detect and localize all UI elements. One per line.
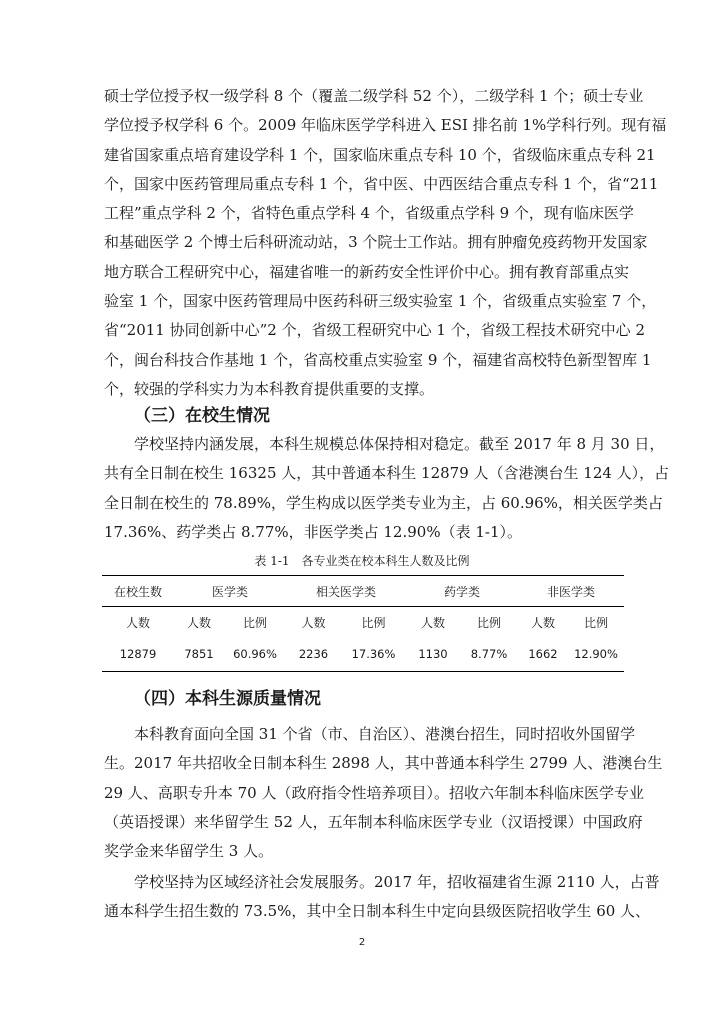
page-number: 2 [358, 937, 366, 948]
text-line: 地方联合工程研究中心，福建省唯一的新药安全性评价中心。拥有教育部重点实 [104, 262, 630, 281]
table-cell: 1662 [518, 637, 568, 672]
text-line: 本科教育面向全国 31 个省（市、自治区）、港澳台招生，同时招收外国留学 [104, 725, 636, 743]
text-line: 硕士学位授予权一级学科 8 个（覆盖二级学科 52 个），二级学科 1 个；硕士专业 [104, 87, 644, 105]
text-line: 共有全日制在校生 16325 人，其中普通本科生 12879 人（含港澳台生 124 人），占 [104, 464, 670, 483]
text-line: 省“2011 协同创新中心”2 个，省级工程研究中心 1 个，省级工程技术研究中心 2 [104, 321, 645, 340]
text-line: 个，较强的学科实力为本科教育提供重要的支撑。 [104, 379, 435, 398]
text-line: 通本科学生招生数的 73.5%，其中全日制本科生中定向县级医院招收学生 60 人、 [104, 902, 651, 921]
text-line: 29 人、高职专升本 70 人（政府指令性培养项目）。招收六年制本科临床医学专业 [104, 783, 644, 802]
table-cell: 12.90% [568, 637, 624, 672]
text-line: 建省国家重点培育建设学科 1 个，国家临床重点专科 10 个，省级临床重点专科 21 [104, 145, 656, 164]
table-cell: 1130 [406, 637, 460, 672]
text-line: 学校坚持内涵发展，本科生规模总体保持相对稳定。截至 2017 年 8 月 30 日， [104, 435, 665, 453]
table-subheader-cell: 人数 [530, 615, 555, 630]
text-line: 全日制在校生的 78.89%，学生构成以医学类专业为主，占 60.96%，相关医学类占 [104, 493, 663, 512]
table-cell: 17.36% [341, 637, 406, 672]
table-subheader-cell: 人数 [186, 615, 211, 630]
table-row [102, 637, 624, 672]
table-cell: 7851 [174, 637, 224, 672]
paragraph-regional-service [104, 868, 660, 927]
paragraph-disciplines [104, 82, 667, 404]
table-subheader-cell: 人数 [420, 615, 445, 630]
paragraph-enrolled [104, 430, 670, 547]
text-line: 生。2017 年共招收全日制本科生 2898 人，其中普通本科学生 2799 人、港澳台生 [104, 754, 663, 773]
table-header-cell: 药学类 [406, 576, 518, 607]
text-line: 17.36%、药学类占 8.77%，非医学类占 12.90%（表 1-1）。 [104, 522, 523, 541]
table-caption: 表 1-1 各专业类在校本科生人数及比例 [254, 554, 470, 568]
table-header-cell: 在校生数 [102, 576, 174, 607]
text-line: 验室 1 个，国家中医药管理局中医药科研三级实验室 1 个，省级重点实验室 7 个， [104, 292, 657, 311]
table-subheader-cell: 比例 [242, 615, 267, 630]
table-cell: 12879 [102, 637, 174, 672]
paragraph-admissions [104, 720, 663, 866]
table-subheader-row [102, 607, 624, 638]
table-header-row [102, 576, 624, 607]
table-subheader-cell: 人数 [301, 615, 326, 630]
table-subheader-cell: 人数 [125, 615, 150, 630]
text-line: 和基础医学 2 个博士后科研流动站，3 个院士工作站。拥有肿瘤免疫药物开发国家 [104, 233, 648, 252]
text-line: 奖学金来华留学生 3 人。 [104, 842, 274, 861]
enrollment-table [102, 575, 624, 672]
table-header-cell: 非医学类 [518, 576, 624, 607]
table-subheader-cell: 比例 [361, 615, 386, 630]
text-line: 学校坚持为区域经济社会发展服务。2017 年，招收福建省生源 2110 人，占普 [104, 873, 660, 891]
table-cell: 60.96% [224, 637, 286, 672]
table-subheader-cell: 比例 [583, 615, 608, 630]
section-heading-enrolled: （三）在校生情况 [134, 406, 270, 426]
text-line: 个，闽台科技合作基地 1 个，省高校重点实验室 9 个，福建省高校特色新型智库 1 [104, 350, 652, 369]
text-line: （英语授课）来华留学生 52 人，五年制本科临床医学专业（汉语授课）中国政府 [104, 812, 643, 831]
text-line: 工程”重点学科 2 个，省特色重点学科 4 个，省级重点学科 9 个，现有临床医学 [104, 204, 634, 223]
text-line: 个，国家中医药管理局重点专科 1 个，省中医、中西医结合重点专科 1 个，省“211 [104, 174, 659, 193]
table-cell: 2236 [286, 637, 341, 672]
section-heading-admissions: （四）本科生源质量情况 [134, 689, 321, 709]
table-cell: 8.77% [460, 637, 518, 672]
table-header-cell: 相关医学类 [286, 576, 406, 607]
table-header-cell: 医学类 [174, 576, 286, 607]
table-subheader-cell: 比例 [476, 615, 501, 630]
text-line: 学位授予权学科 6 个。2009 年临床医学学科进入 ESI 排名前 1%学科行列。现有福 [104, 116, 667, 135]
